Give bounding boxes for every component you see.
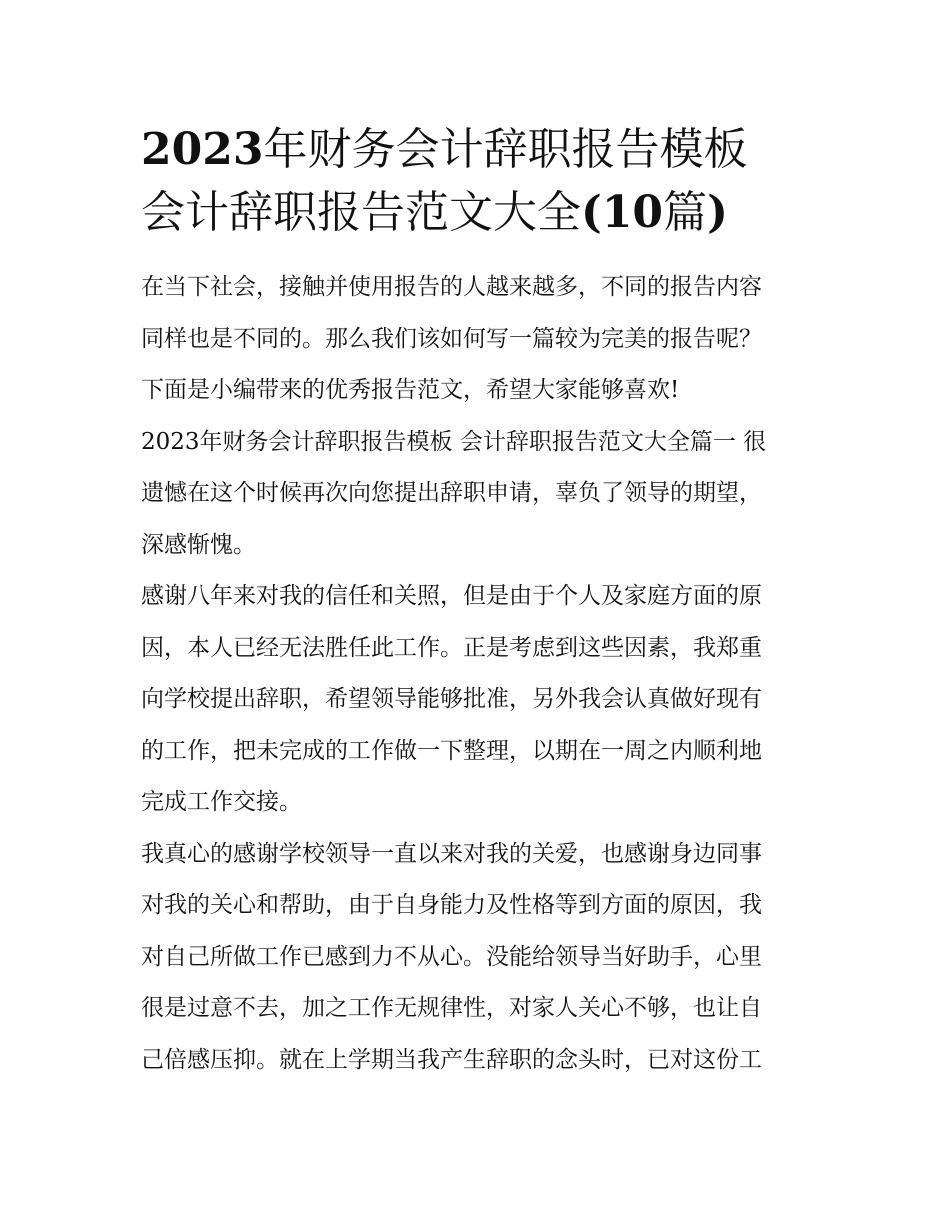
- document-title: [141, 118, 813, 244]
- text-line: 同样也是不同的。那么我们该如何写一篇较为完美的报告呢？: [141, 325, 762, 352]
- text-line: 在当下社会，接触并使用报告的人越来越多，不同的报告内容: [141, 274, 762, 300]
- text-line: 对自己所做工作已感到力不从心。没能给领导当好助手，心里: [141, 943, 762, 970]
- document-content: [141, 118, 813, 1086]
- title-line-1: 2023年财务会计辞职报告模板: [141, 124, 748, 175]
- text-line: 下面是小编带来的优秀报告范文，希望大家能够喜欢!: [141, 377, 680, 403]
- text-line: 己倍感压抑。就在上学期当我产生辞职的念头时，已对这份工: [141, 1046, 762, 1073]
- text-line: 向学校提出辞职，希望领导能够批准，另外我会认真做好现有: [141, 686, 762, 712]
- text-line: 遗憾在这个时候再次向您提出辞职申请，辜负了领导的期望，: [141, 480, 762, 506]
- paragraph-intro: [141, 262, 813, 417]
- paragraph-opening: [141, 417, 813, 572]
- text-line: 2023年财务会计辞职报告模板 会计辞职报告范文大全篇一 很: [141, 428, 767, 455]
- title-line-2: 会计辞职报告范文大全(10篇): [141, 187, 728, 238]
- document-body: [141, 262, 813, 1086]
- text-line: 的工作，把未完成的工作做一下整理，以期在一周之内顺利地: [141, 737, 762, 764]
- text-line: 我真心的感谢学校领导一直以来对我的关爱，也感谢身边同事: [141, 840, 762, 867]
- paragraph-gratitude: [141, 829, 813, 1087]
- text-line: 对我的关心和帮助，由于自身能力及性格等到方面的原因，我: [141, 892, 762, 918]
- paragraph-thanks: [141, 571, 813, 829]
- text-line: 深感惭愧。: [141, 531, 256, 558]
- text-line: 因，本人已经无法胜任此工作。正是考虑到这些因素，我郑重: [141, 634, 762, 661]
- text-line: 完成工作交接。: [141, 789, 302, 815]
- text-line: 很是过意不去，加之工作无规律性，对家人关心不够，也让自: [141, 995, 762, 1021]
- text-line: 感谢八年来对我的信任和关照，但是由于个人及家庭方面的原: [141, 583, 762, 609]
